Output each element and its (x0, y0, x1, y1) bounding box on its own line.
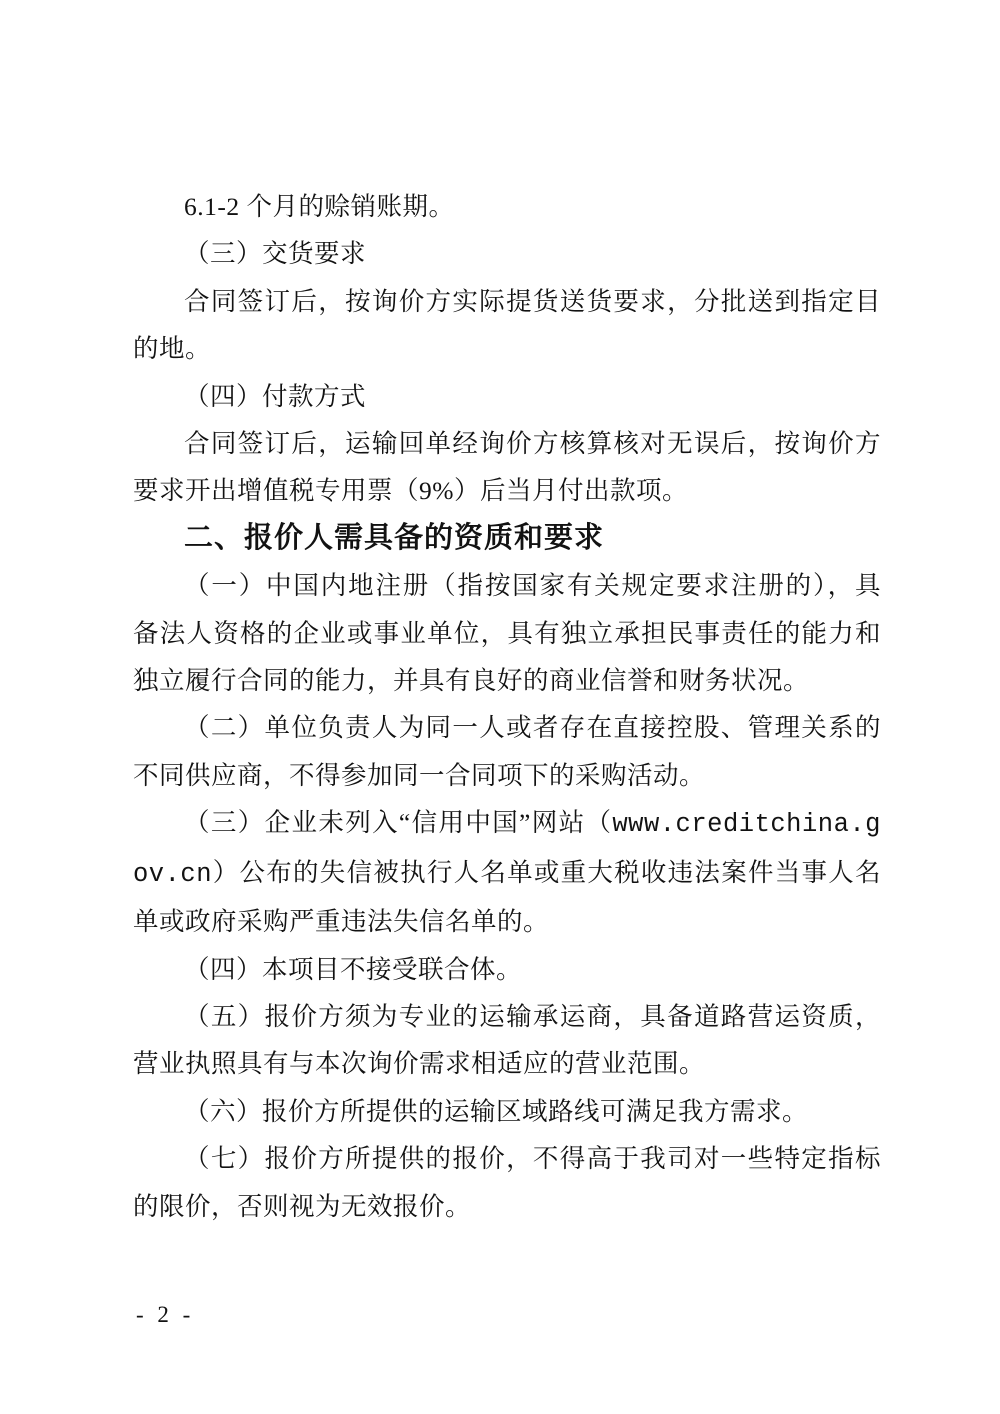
text-line-16 (133, 898, 881, 945)
text-line-11 (133, 657, 881, 704)
url-text: www.creditchina.g (612, 810, 881, 840)
text-line-10 (133, 610, 881, 657)
text-segment: （六）报价方所提供的运输区域路线可满足我方需求。 (184, 1096, 809, 1126)
text-line-6 (133, 420, 881, 467)
text-line-13 (133, 752, 881, 799)
text-segment: 独立履行合同的能力，并具有良好的商业信誉和财务状况。 (133, 666, 810, 696)
document-body (133, 183, 881, 1230)
text-segment: 要求开出增值税专用票（9%）后当月付出款项。 (133, 476, 688, 506)
text-segment: 合同签订后，按询价方实际提货送货要求，分批送到指定目 (184, 286, 881, 316)
section-heading (133, 515, 881, 562)
text-segment: 的地。 (133, 334, 212, 364)
text-segment: （七）报价方所提供的报价，不得高于我司对一些特定指标 (184, 1144, 881, 1174)
text-line-1 (133, 183, 881, 230)
text-line-18 (133, 993, 881, 1040)
text-segment: 合同签订后，运输回单经询价方核算核对无误后，按询价方 (184, 429, 881, 459)
text-line-21 (133, 1135, 881, 1182)
text-segment: （五）报价方须为专业的运输承运商，具备道路营运资质， (184, 1001, 881, 1031)
text-line-17 (133, 946, 881, 993)
text-segment: 营业执照具有与本次询价需求相适应的营业范围。 (133, 1049, 706, 1079)
text-segment: （四）付款方式 (184, 381, 367, 411)
text-segment: 6.1-2 个月的赊销账期。 (184, 192, 455, 221)
text-segment: ）公布的失信被执行人名单或重大税收违法案件当事人名 (212, 857, 881, 887)
text-line-15 (133, 849, 881, 898)
text-segment: 备法人资格的企业或事业单位，具有独立承担民事责任的能力和 (133, 618, 881, 648)
text-line-9 (133, 562, 881, 609)
page-number: - 2 - (136, 1302, 195, 1327)
text-line-5 (133, 373, 881, 420)
text-line-12 (133, 704, 881, 751)
text-line-7 (133, 467, 881, 514)
text-line-4 (133, 325, 881, 372)
text-line-19 (133, 1040, 881, 1087)
text-segment: 单或政府采购严重违法失信名单的。 (133, 907, 550, 937)
text-line-14 (133, 799, 881, 848)
text-line-2 (133, 230, 881, 277)
text-segment: 不同供应商，不得参加同一合同项下的采购活动。 (133, 760, 706, 790)
text-line-3 (133, 278, 881, 325)
text-segment: 的限价，否则视为无效报价。 (133, 1191, 472, 1221)
text-segment: （三）企业未列入“信用中国”网站（ (184, 808, 613, 838)
text-line-22 (133, 1183, 881, 1230)
text-segment: 二、报价人需具备的资质和要求 (184, 521, 605, 554)
text-segment: （二）单位负责人为同一人或者存在直接控股、管理关系的 (184, 713, 881, 743)
text-segment: （三）交货要求 (184, 239, 367, 269)
text-line-20 (133, 1088, 881, 1135)
url-text: ov.cn (133, 859, 213, 889)
text-segment: （一）中国内地注册（指按国家有关规定要求注册的），具 (184, 571, 881, 601)
text-segment: （四）本项目不接受联合体。 (184, 954, 523, 984)
